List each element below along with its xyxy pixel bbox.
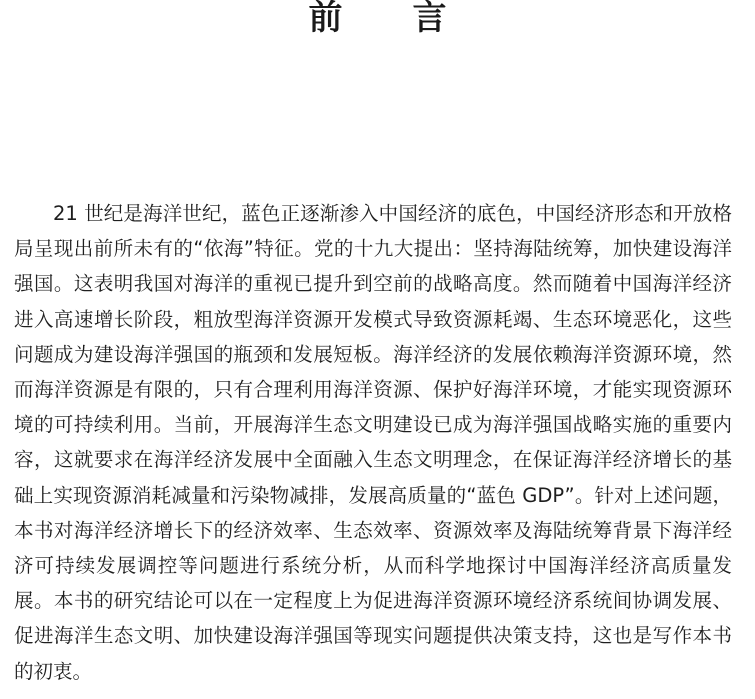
page-title — [0, 0, 755, 42]
preface-paragraph: 21 世纪是海洋世纪，蓝色正逐渐渗入中国经济的底色，中国经济形态和开放格局呈现出前所未有的“依海”特征。党的十九大提出：坚持海陆统筹，加快建设海洋强国。这表明我国对海洋的重视已提升到空前的战略高度。然而随着中国海洋经济进入高速增长阶段，粗放型海洋资源开发模式导致资源耗竭、生态环境恶化，这些问题成为建设海洋强国的瓶颈和发展短板。海洋经济的发展依赖海洋资源环境，然而海洋资源是有限的，只有合理利用海洋资源、保护好海洋环境，才能实现资源环境的可持续利用。当前，开展海洋生态文明建设已成为海洋强国战略实施的重要内容，这就要求在海洋经济发展中全面融入生态文明理念，在保证海洋经济增长的基础上实现资源消耗减量和污染物减排，发展高质量的“蓝色 GDP”。针对上述问题，本书对海洋经济增长下的经济效率、生态效率、资源效率及海陆统筹背景下海洋经济可持续发展调控等问题进行系统分析，从而科学地探讨中国海洋经济高质量发展。本书的研究结论可以在一定程度上为促进海洋资源环境经济系统间协调发展、促进海洋生态文明、加快建设海洋强国等现实问题提供决策支持，这也是写作本书的初衷。 — [14, 202, 732, 683]
title-char-2: 言 — [412, 0, 447, 38]
title-char-1: 前 — [308, 0, 343, 38]
